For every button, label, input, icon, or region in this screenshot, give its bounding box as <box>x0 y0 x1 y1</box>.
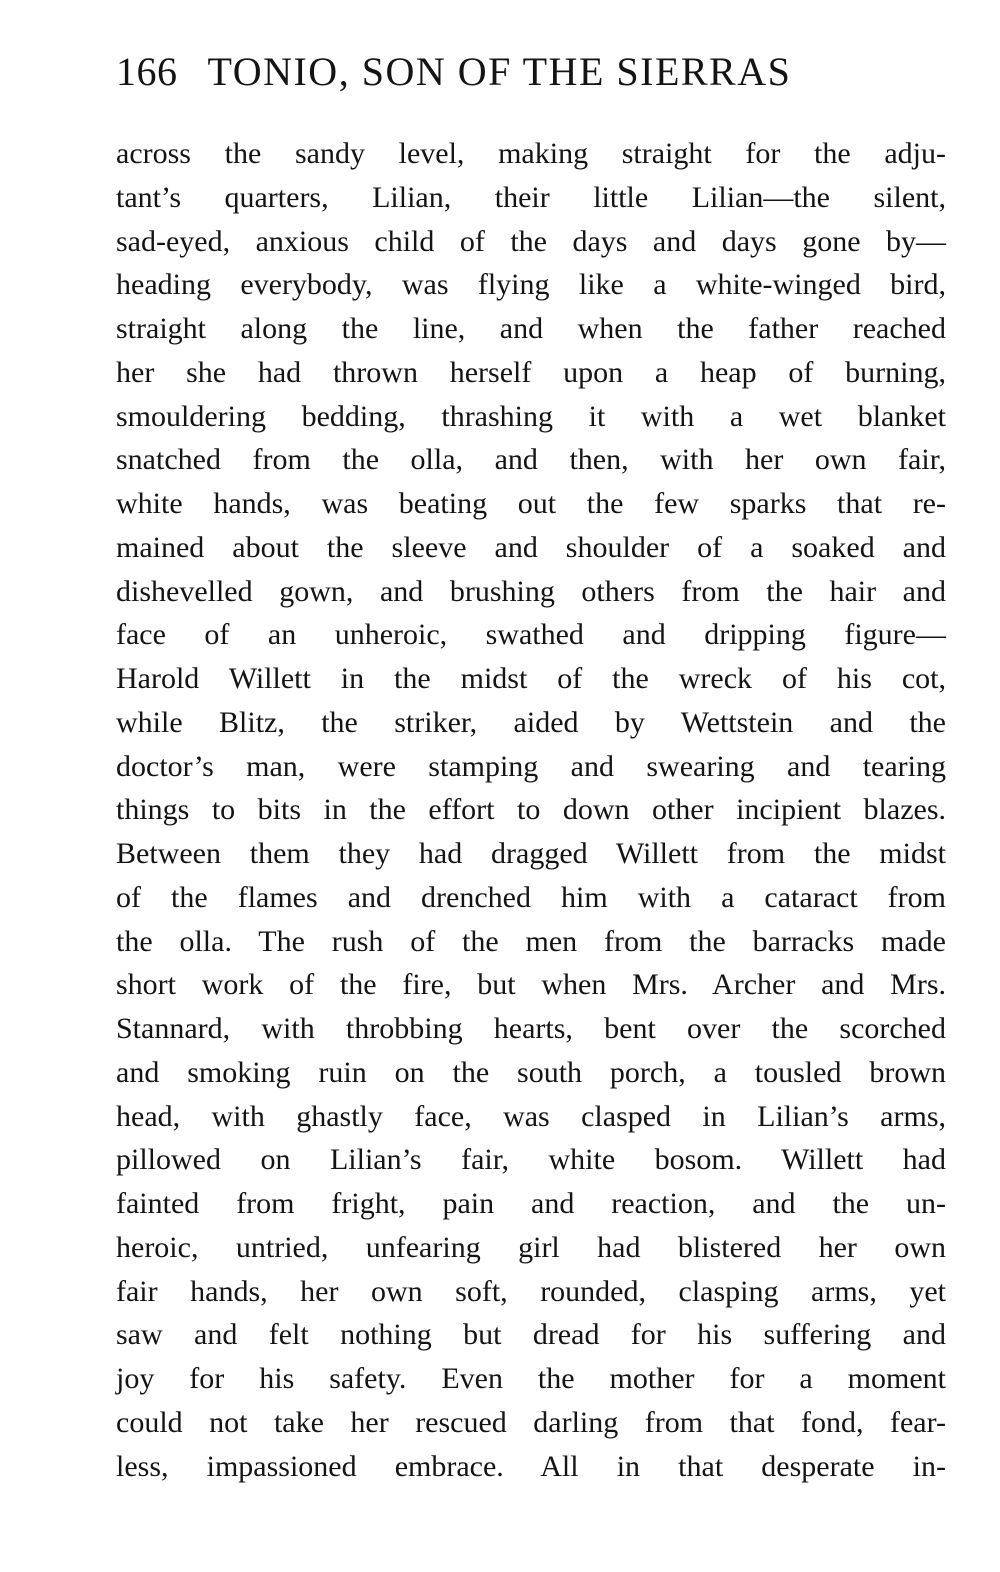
text-line: heroic, untried, unfearing girl had blistered her own <box>116 1230 946 1264</box>
text-line: dishevelled gown, and brushing others from the hair and <box>116 574 946 608</box>
text-line: Harold Willett in the midst of the wreck of his cot, <box>116 662 946 695</box>
text-line: pillowed on Lilian’s fair, white bosom. Willett had <box>116 1143 946 1177</box>
text-line: face of an unheroic, swathed and dripping figure— <box>116 618 946 652</box>
text-line: the olla. The rush of the men from the barracks made <box>116 924 946 958</box>
text-line: tant’s quarters, Lilian, their little Lilian—the silent, <box>116 180 946 214</box>
book-title: TONIO, SON OF THE SIERRAS <box>207 49 792 94</box>
body-text <box>116 132 946 1488</box>
text-line: heading everybody, was flying like a white-winged bird, <box>116 268 946 302</box>
text-line: Stannard, with throbbing hearts, bent over the scorched <box>116 1012 946 1045</box>
text-line: fainted from fright, pain and reaction, and the un- <box>116 1187 946 1220</box>
page-number: 166 <box>116 49 178 94</box>
text-line: white hands, was beating out the few sparks that re- <box>116 487 946 520</box>
text-line: snatched from the olla, and then, with her own fair, <box>116 443 946 477</box>
text-line: her she had thrown herself upon a heap of burning, <box>116 355 946 389</box>
text-line: Between them they had dragged Willett from the midst <box>116 837 946 870</box>
text-line: across the sandy level, making straight for the adju- <box>116 137 946 170</box>
text-line: straight along the line, and when the father reached <box>116 312 946 345</box>
text-line: while Blitz, the striker, aided by Wettstein and the <box>116 705 946 739</box>
text-line: less, impassioned embrace. All in that desperate in- <box>116 1449 946 1483</box>
text-line: things to bits in the effort to down other incipient blazes. <box>116 793 946 827</box>
text-line: fair hands, her own soft, rounded, clasping arms, yet <box>116 1274 946 1308</box>
running-head <box>116 44 876 100</box>
text-line: mained about the sleeve and shoulder of a soaked and <box>116 530 946 564</box>
text-line: joy for his safety. Even the mother for a moment <box>116 1362 946 1395</box>
text-line: doctor’s man, were stamping and swearing and tearing <box>116 749 946 783</box>
text-line: could not take her rescued darling from that fond, fear- <box>116 1405 946 1439</box>
text-line: sad-eyed, anxious child of the days and days gone by— <box>116 224 946 258</box>
text-line: short work of the fire, but when Mrs. Archer and Mrs. <box>116 968 946 1002</box>
text-line: saw and felt nothing but dread for his suffering and <box>116 1318 946 1352</box>
text-line: of the flames and drenched him with a cataract from <box>116 880 946 914</box>
text-line: and smoking ruin on the south porch, a tousled brown <box>116 1055 946 1089</box>
text-line: head, with ghastly face, was clasped in Lilian’s arms, <box>116 1099 946 1133</box>
text-line: smouldering bedding, thrashing it with a wet blanket <box>116 399 946 433</box>
